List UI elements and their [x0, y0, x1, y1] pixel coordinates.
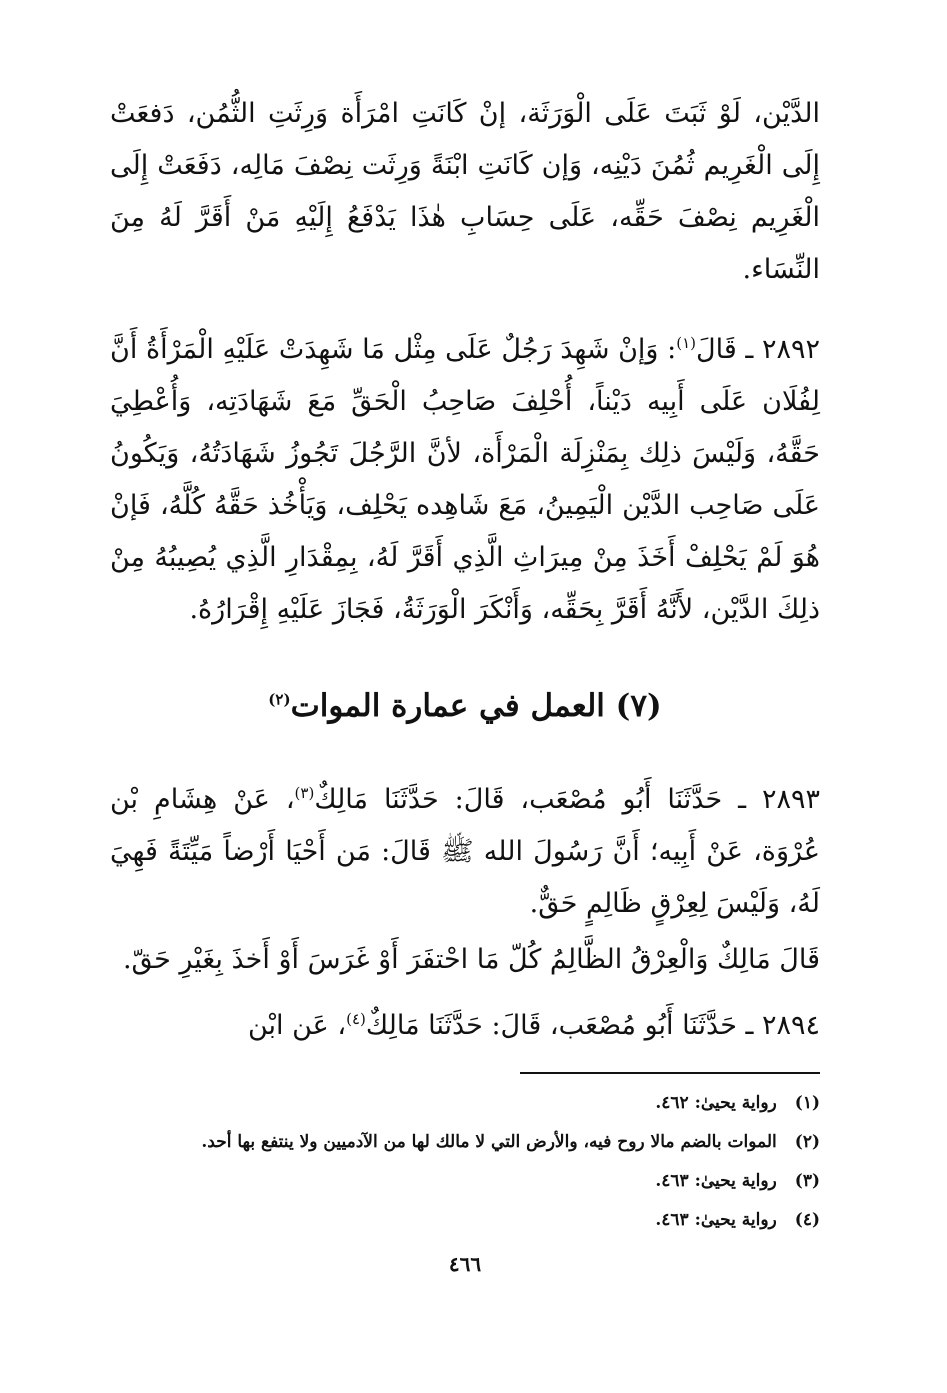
footnote-ref: (١) [676, 334, 696, 352]
footnote-number: (٤) [794, 1210, 820, 1230]
hadith-number: ٢٨٩٢ ـ [745, 334, 820, 365]
malik-comment-text: قَالَ مَالِكٌ وَالْعِرْقُ الظَّالِمُ كُلّ مَا احْتفَرَ أَوْ غَرَسَ أَوْ أَخذَ بِغَيْرِ حَقّ. [122, 944, 820, 975]
hadith-text: حَدَّثَنَا أَبُو مُصْعَب، قَالَ: حَدَّثَنَا مَالِكٌ [365, 1010, 737, 1041]
footnote-ref: (٣) [294, 784, 315, 802]
hadith-2892 [110, 324, 820, 636]
footnote-ref: (٢) [268, 690, 291, 709]
page-body [110, 88, 820, 1276]
page-number: ٤٦٦ [448, 1252, 482, 1276]
footnote-number: (٣) [794, 1171, 820, 1191]
section-heading [110, 676, 820, 736]
footnote-divider [520, 1072, 820, 1074]
section-title: (٧) العمل في عمارة الموات [290, 688, 662, 724]
footnote-number: (٢) [794, 1132, 820, 1152]
hadith-text: ، عَنْ هِشَامِ بْن عُرْوَة، عَنْ أَبِيه؛ أَنَّ رَسُولَ الله ﷺ قَالَ: مَن أَحْيَا أَرْضاً مَيِّتَةً فَهِيَ لَهُ، وَلَيْسَ لِعِرْقٍ ظَالِمٍ حَقٌّ. [110, 784, 820, 919]
footnote-text: الموات بالضم مالا روح فيه، والأرض التي لا مالك لها من الآدميين ولا ينتفع بها أحد. [201, 1132, 777, 1152]
hadith-number: ٢٨٩٤ ـ [745, 1010, 820, 1041]
hadith-text: حَدَّثَنَا أَبُو مُصْعَب، قَالَ: حَدَّثَنَا مَالِكٌ [314, 784, 723, 815]
footnote-2 [110, 1127, 820, 1158]
hadith-text: : وَإنْ شَهِدَ رَجُلٌ عَلَى مِثْل مَا شَهِدَتْ عَلَيْهِ الْمَرْأَةُ أَنَّ لِفُلَان عَلَى أَبِيه دَيْناً، أُحْلِفَ صَاحِبُ الْحَقِّ مَعَ شَهَادَتِه، وَأُعْطِيَ حَقَّهُ، وَلَيْسَ ذلِك بِمَنْزِلَة الْمَرْأَة، لأنَّ الرَّجُلَ تَجُوزُ شَهَادَتُهُ، وَيَكُونُ عَلَى صَاحِب الدَّيْن الْيَمِينُ، مَعَ شَاهِده يَحْلِف، وَيَأْخُذ حَقَّهُ كُلَّهُ، فَإنْ هُوَ لَمْ يَحْلِفْ أَخَذَ مِنْ مِيرَاثِ الَّذِي أَقَرَّ لَهُ، بِمِقْدَارِ الَّذِي يُصِيبُهُ مِنْ ذلِكَ الدَّيْن، لأَنَّهُ أَقَرَّ بِحَقِّه، وَأَنْكَرَ الْوَرَثَةُ، فَجَازَ عَلَيْهِ إِقْرَارُهُ. [110, 334, 820, 625]
hadith-text: ، عَن ابْن [247, 1010, 347, 1041]
footnote-1 [110, 1088, 820, 1119]
paragraph-intro-text: الدَّيْن، لَوْ ثَبَتَ عَلَى الْوَرَثَة، إنْ كَانَتِ امْرَأَة وَرِثَتِ الثُّمُن، دَفعَتْ إِلَى الْغَرِيم ثُمُنَ دَيْنِه، وَإن كَانَتِ ابْنَةً وَرِثَت نِصْفَ مَالِه، دَفَعَتْ إِلَى الْغَرِيم نِصْفَ حَقِّه، عَلَى حِسَابِ هٰذَا يَدْفَعُ إِلَيْهِ مَنْ أَقَرَّ لَهُ مِنَ النِّسَاء. [110, 98, 820, 285]
footnote-4 [110, 1205, 820, 1236]
footnote-ref: (٤) [346, 1010, 366, 1028]
hadith-2894 [110, 1000, 820, 1052]
footnote-text: رواية يحيىٰ: ٤٦٣. [655, 1171, 777, 1191]
paragraph-intro [110, 88, 820, 296]
footnote-number: (١) [794, 1093, 820, 1113]
footnote-text: رواية يحيىٰ: ٤٦٢. [655, 1093, 777, 1113]
hadith-qala: قَالَ [695, 334, 737, 365]
footnote-text: رواية يحيىٰ: ٤٦٣. [655, 1210, 777, 1230]
hadith-number: ٢٨٩٣ ـ [738, 784, 820, 815]
malik-comment [110, 934, 820, 986]
footnote-3 [110, 1166, 820, 1197]
hadith-2893 [110, 774, 820, 930]
